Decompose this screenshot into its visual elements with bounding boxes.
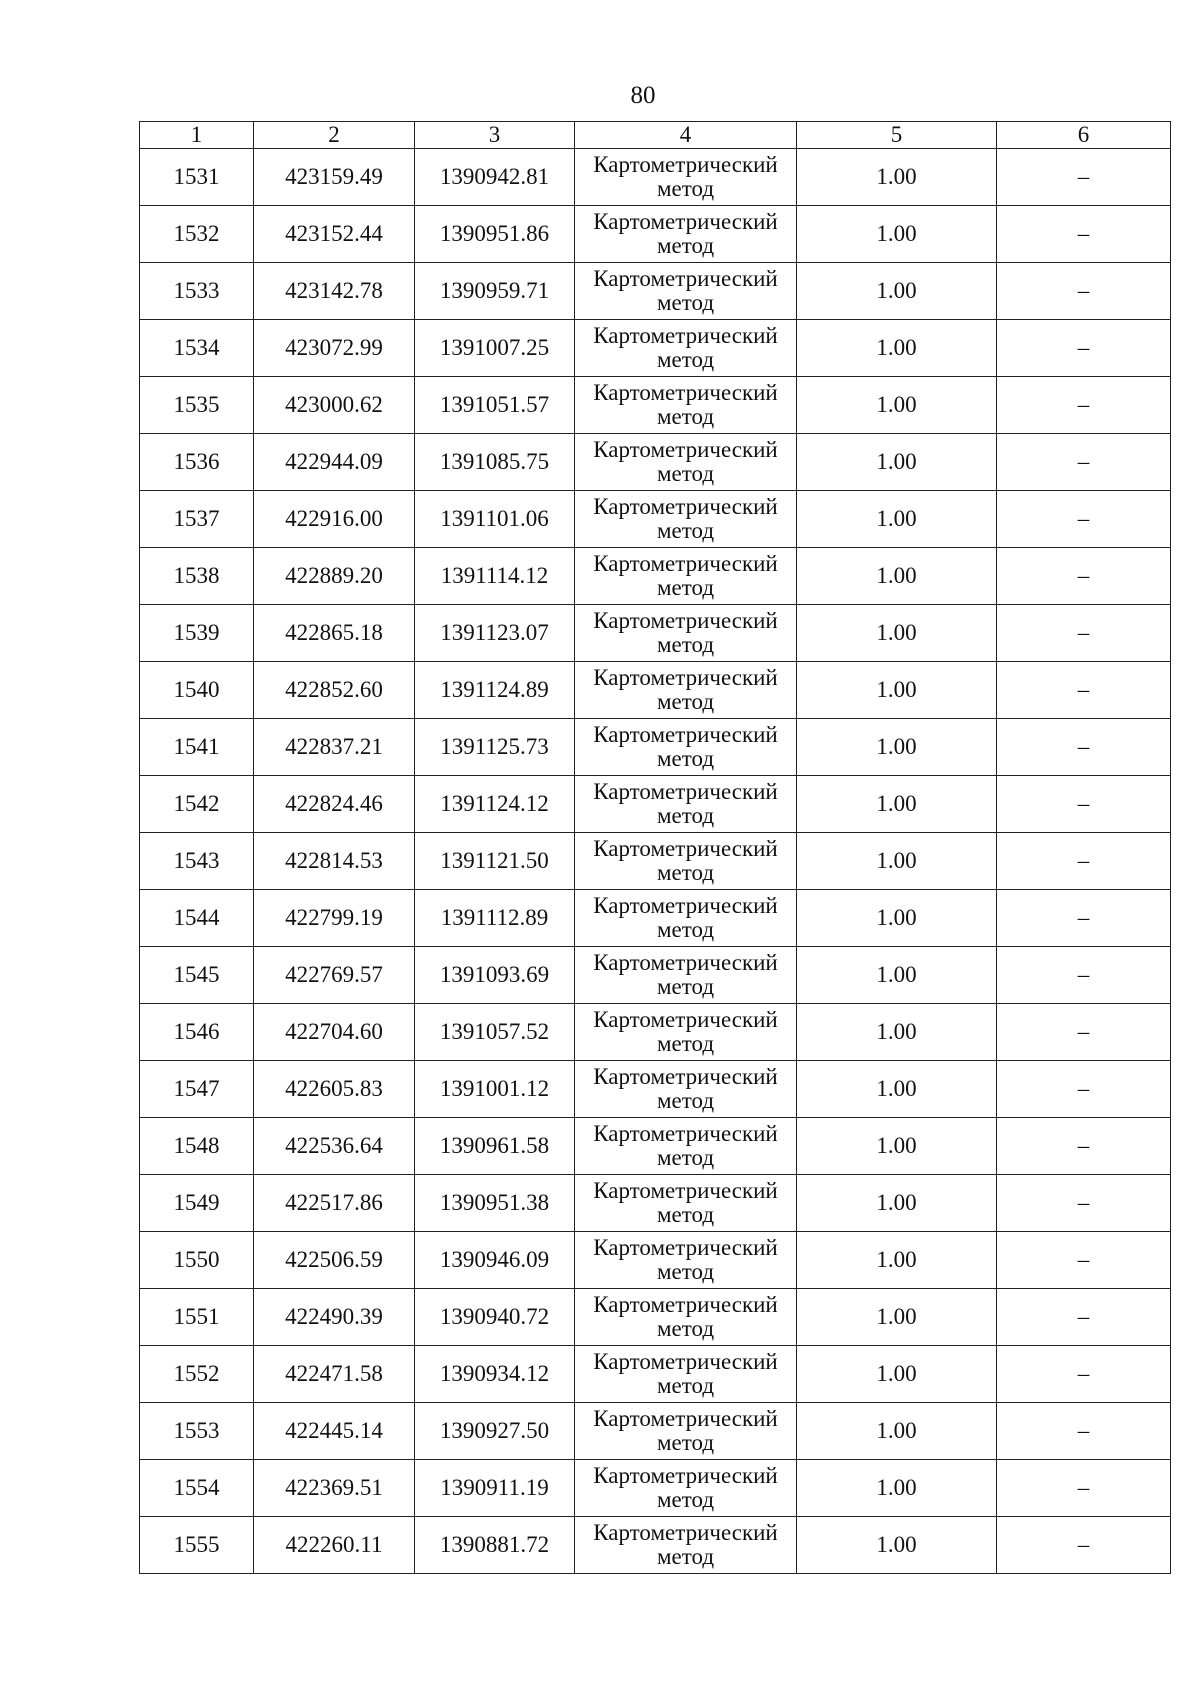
x-coordinate-cell: 422799.19: [254, 890, 415, 947]
method-line1: Картометрический: [593, 1406, 778, 1431]
point-number-cell: 1545: [140, 947, 254, 1004]
header-row: [140, 122, 1171, 149]
x-coordinate-cell: 422814.53: [254, 833, 415, 890]
x-coordinate-cell: 422865.18: [254, 605, 415, 662]
table-row: [140, 719, 1171, 776]
method-line1: Картометрический: [593, 494, 778, 519]
note-cell: –: [997, 149, 1171, 206]
x-coordinate-cell: 422837.21: [254, 719, 415, 776]
note-cell: –: [997, 320, 1171, 377]
method-cell: [575, 263, 797, 320]
accuracy-cell: 1.00: [797, 263, 997, 320]
method-line1: Картометрический: [593, 1520, 778, 1545]
x-coordinate-cell: 422704.60: [254, 1004, 415, 1061]
accuracy-cell: 1.00: [797, 548, 997, 605]
point-number-cell: 1532: [140, 206, 254, 263]
accuracy-cell: 1.00: [797, 1517, 997, 1574]
method-line2: метод: [656, 1202, 715, 1227]
method-line1: Картометрический: [593, 1121, 778, 1146]
method-cell: [575, 1175, 797, 1232]
column-header: 1: [140, 122, 254, 149]
point-number-cell: 1534: [140, 320, 254, 377]
method-line1: Картометрический: [593, 551, 778, 576]
x-coordinate-cell: 422506.59: [254, 1232, 415, 1289]
accuracy-cell: 1.00: [797, 776, 997, 833]
method-line2: метод: [656, 1487, 715, 1512]
method-line2: метод: [656, 1544, 715, 1569]
y-coordinate-cell: 1390927.50: [415, 1403, 575, 1460]
table-body: [140, 149, 1171, 1574]
x-coordinate-cell: 422889.20: [254, 548, 415, 605]
table-row: [140, 1061, 1171, 1118]
point-number-cell: 1544: [140, 890, 254, 947]
method-cell: [575, 605, 797, 662]
table-row: [140, 1346, 1171, 1403]
y-coordinate-cell: 1391085.75: [415, 434, 575, 491]
point-number-cell: 1539: [140, 605, 254, 662]
accuracy-cell: 1.00: [797, 662, 997, 719]
table-row: [140, 1517, 1171, 1574]
method-line1: Картометрический: [593, 380, 778, 405]
accuracy-cell: 1.00: [797, 605, 997, 662]
note-cell: –: [997, 206, 1171, 263]
method-line2: метод: [656, 746, 715, 771]
accuracy-cell: 1.00: [797, 1232, 997, 1289]
point-number-cell: 1552: [140, 1346, 254, 1403]
table-row: [140, 548, 1171, 605]
table-row: [140, 206, 1171, 263]
method-line2: метод: [656, 632, 715, 657]
note-cell: –: [997, 1175, 1171, 1232]
column-header: 2: [254, 122, 415, 149]
y-coordinate-cell: 1391051.57: [415, 377, 575, 434]
column-header: 4: [575, 122, 797, 149]
method-line2: метод: [656, 404, 715, 429]
point-number-cell: 1547: [140, 1061, 254, 1118]
column-header: 3: [415, 122, 575, 149]
x-coordinate-cell: 422260.11: [254, 1517, 415, 1574]
point-number-cell: 1541: [140, 719, 254, 776]
accuracy-cell: 1.00: [797, 1061, 997, 1118]
method-cell: [575, 1004, 797, 1061]
x-coordinate-cell: 422517.86: [254, 1175, 415, 1232]
y-coordinate-cell: 1390911.19: [415, 1460, 575, 1517]
note-cell: –: [997, 1346, 1171, 1403]
y-coordinate-cell: 1390881.72: [415, 1517, 575, 1574]
note-cell: –: [997, 605, 1171, 662]
point-number-cell: 1546: [140, 1004, 254, 1061]
method-line2: метод: [656, 461, 715, 486]
method-cell: [575, 1346, 797, 1403]
table-row: [140, 1118, 1171, 1175]
method-cell: [575, 377, 797, 434]
method-cell: [575, 320, 797, 377]
coordinates-table: [139, 121, 1171, 1574]
x-coordinate-cell: 422944.09: [254, 434, 415, 491]
point-number-cell: 1548: [140, 1118, 254, 1175]
method-cell: [575, 491, 797, 548]
method-line1: Картометрический: [593, 437, 778, 462]
note-cell: –: [997, 1061, 1171, 1118]
point-number-cell: 1555: [140, 1517, 254, 1574]
accuracy-cell: 1.00: [797, 149, 997, 206]
table-row: [140, 434, 1171, 491]
point-number-cell: 1538: [140, 548, 254, 605]
method-cell: [575, 206, 797, 263]
table-row: [140, 947, 1171, 1004]
note-cell: –: [997, 491, 1171, 548]
x-coordinate-cell: 422769.57: [254, 947, 415, 1004]
y-coordinate-cell: 1391124.89: [415, 662, 575, 719]
y-coordinate-cell: 1390934.12: [415, 1346, 575, 1403]
method-cell: [575, 890, 797, 947]
accuracy-cell: 1.00: [797, 206, 997, 263]
accuracy-cell: 1.00: [797, 320, 997, 377]
method-line1: Картометрический: [593, 608, 778, 633]
point-number-cell: 1533: [140, 263, 254, 320]
method-line2: метод: [656, 1259, 715, 1284]
y-coordinate-cell: 1391001.12: [415, 1061, 575, 1118]
method-line1: Картометрический: [593, 665, 778, 690]
y-coordinate-cell: 1390959.71: [415, 263, 575, 320]
x-coordinate-cell: 422605.83: [254, 1061, 415, 1118]
x-coordinate-cell: 423142.78: [254, 263, 415, 320]
method-line2: метод: [656, 176, 715, 201]
y-coordinate-cell: 1391121.50: [415, 833, 575, 890]
accuracy-cell: 1.00: [797, 491, 997, 548]
x-coordinate-cell: 423000.62: [254, 377, 415, 434]
method-cell: [575, 1061, 797, 1118]
accuracy-cell: 1.00: [797, 890, 997, 947]
method-line1: Картометрический: [593, 722, 778, 747]
note-cell: –: [997, 548, 1171, 605]
table-row: [140, 890, 1171, 947]
method-line1: Картометрический: [593, 1292, 778, 1317]
x-coordinate-cell: 422916.00: [254, 491, 415, 548]
table-row: [140, 605, 1171, 662]
note-cell: –: [997, 1289, 1171, 1346]
table-row: [140, 263, 1171, 320]
method-cell: [575, 776, 797, 833]
page-number: 80: [630, 82, 656, 109]
method-line1: Картометрический: [593, 266, 778, 291]
x-coordinate-cell: 422369.51: [254, 1460, 415, 1517]
method-line2: метод: [656, 1430, 715, 1455]
method-line2: метод: [656, 575, 715, 600]
note-cell: –: [997, 1403, 1171, 1460]
point-number-cell: 1537: [140, 491, 254, 548]
accuracy-cell: 1.00: [797, 1004, 997, 1061]
note-cell: –: [997, 1118, 1171, 1175]
point-number-cell: 1542: [140, 776, 254, 833]
note-cell: –: [997, 434, 1171, 491]
x-coordinate-cell: 422445.14: [254, 1403, 415, 1460]
method-cell: [575, 1460, 797, 1517]
y-coordinate-cell: 1391124.12: [415, 776, 575, 833]
y-coordinate-cell: 1390942.81: [415, 149, 575, 206]
table-row: [140, 1289, 1171, 1346]
table-row: [140, 1004, 1171, 1061]
method-line1: Картометрический: [593, 209, 778, 234]
x-coordinate-cell: 422471.58: [254, 1346, 415, 1403]
method-cell: [575, 833, 797, 890]
y-coordinate-cell: 1390961.58: [415, 1118, 575, 1175]
accuracy-cell: 1.00: [797, 1118, 997, 1175]
method-line2: метод: [656, 233, 715, 258]
method-line2: метод: [656, 1031, 715, 1056]
accuracy-cell: 1.00: [797, 1175, 997, 1232]
x-coordinate-cell: 422490.39: [254, 1289, 415, 1346]
accuracy-cell: 1.00: [797, 1289, 997, 1346]
method-cell: [575, 1403, 797, 1460]
note-cell: –: [997, 377, 1171, 434]
x-coordinate-cell: 423159.49: [254, 149, 415, 206]
table-row: [140, 662, 1171, 719]
table-row: [140, 320, 1171, 377]
table-row: [140, 1403, 1171, 1460]
accuracy-cell: 1.00: [797, 947, 997, 1004]
method-line1: Картометрический: [593, 950, 778, 975]
method-line2: метод: [656, 860, 715, 885]
method-line1: Картометрический: [593, 1064, 778, 1089]
table-row: [140, 776, 1171, 833]
method-line1: Картометрический: [593, 1178, 778, 1203]
column-header: 6: [997, 122, 1171, 149]
table-row: [140, 833, 1171, 890]
method-line2: метод: [656, 917, 715, 942]
method-line1: Картометрический: [593, 893, 778, 918]
table-row: [140, 1460, 1171, 1517]
x-coordinate-cell: 422824.46: [254, 776, 415, 833]
method-line1: Картометрический: [593, 323, 778, 348]
table-row: [140, 1232, 1171, 1289]
y-coordinate-cell: 1391112.89: [415, 890, 575, 947]
point-number-cell: 1553: [140, 1403, 254, 1460]
method-line2: метод: [656, 1316, 715, 1341]
x-coordinate-cell: 422536.64: [254, 1118, 415, 1175]
point-number-cell: 1540: [140, 662, 254, 719]
method-cell: [575, 947, 797, 1004]
x-coordinate-cell: 423072.99: [254, 320, 415, 377]
method-cell: [575, 1232, 797, 1289]
y-coordinate-cell: 1390946.09: [415, 1232, 575, 1289]
method-line2: метод: [656, 974, 715, 999]
note-cell: –: [997, 662, 1171, 719]
method-cell: [575, 548, 797, 605]
table-row: [140, 377, 1171, 434]
point-number-cell: 1535: [140, 377, 254, 434]
note-cell: –: [997, 833, 1171, 890]
accuracy-cell: 1.00: [797, 833, 997, 890]
note-cell: –: [997, 1460, 1171, 1517]
method-cell: [575, 662, 797, 719]
method-cell: [575, 719, 797, 776]
x-coordinate-cell: 423152.44: [254, 206, 415, 263]
x-coordinate-cell: 422852.60: [254, 662, 415, 719]
accuracy-cell: 1.00: [797, 1403, 997, 1460]
method-line2: метод: [656, 290, 715, 315]
method-cell: [575, 434, 797, 491]
point-number-cell: 1543: [140, 833, 254, 890]
y-coordinate-cell: 1391093.69: [415, 947, 575, 1004]
point-number-cell: 1554: [140, 1460, 254, 1517]
method-line1: Картометрический: [593, 836, 778, 861]
table-row: [140, 149, 1171, 206]
method-line1: Картометрический: [593, 1235, 778, 1260]
method-cell: [575, 1517, 797, 1574]
method-line2: метод: [656, 689, 715, 714]
point-number-cell: 1531: [140, 149, 254, 206]
note-cell: –: [997, 947, 1171, 1004]
y-coordinate-cell: 1391123.07: [415, 605, 575, 662]
method-line1: Картометрический: [593, 1463, 778, 1488]
y-coordinate-cell: 1391007.25: [415, 320, 575, 377]
method-line2: метод: [656, 1373, 715, 1398]
y-coordinate-cell: 1390951.38: [415, 1175, 575, 1232]
y-coordinate-cell: 1391114.12: [415, 548, 575, 605]
method-line2: метод: [656, 347, 715, 372]
y-coordinate-cell: 1390951.86: [415, 206, 575, 263]
method-line1: Картометрический: [593, 1007, 778, 1032]
point-number-cell: 1550: [140, 1232, 254, 1289]
method-line2: метод: [656, 803, 715, 828]
note-cell: –: [997, 719, 1171, 776]
y-coordinate-cell: 1391101.06: [415, 491, 575, 548]
table-row: [140, 1175, 1171, 1232]
note-cell: –: [997, 890, 1171, 947]
method-line1: Картометрический: [593, 1349, 778, 1374]
accuracy-cell: 1.00: [797, 1460, 997, 1517]
note-cell: –: [997, 1004, 1171, 1061]
note-cell: –: [997, 776, 1171, 833]
method-line2: метод: [656, 1145, 715, 1170]
method-line1: Картометрический: [593, 779, 778, 804]
y-coordinate-cell: 1390940.72: [415, 1289, 575, 1346]
point-number-cell: 1549: [140, 1175, 254, 1232]
note-cell: –: [997, 1232, 1171, 1289]
note-cell: –: [997, 263, 1171, 320]
point-number-cell: 1551: [140, 1289, 254, 1346]
y-coordinate-cell: 1391125.73: [415, 719, 575, 776]
method-cell: [575, 1289, 797, 1346]
accuracy-cell: 1.00: [797, 719, 997, 776]
accuracy-cell: 1.00: [797, 434, 997, 491]
y-coordinate-cell: 1391057.52: [415, 1004, 575, 1061]
table-row: [140, 491, 1171, 548]
method-cell: [575, 1118, 797, 1175]
method-line2: метод: [656, 1088, 715, 1113]
method-cell: [575, 149, 797, 206]
note-cell: –: [997, 1517, 1171, 1574]
accuracy-cell: 1.00: [797, 1346, 997, 1403]
method-line1: Картометрический: [593, 152, 778, 177]
accuracy-cell: 1.00: [797, 377, 997, 434]
column-header: 5: [797, 122, 997, 149]
method-line2: метод: [656, 518, 715, 543]
point-number-cell: 1536: [140, 434, 254, 491]
